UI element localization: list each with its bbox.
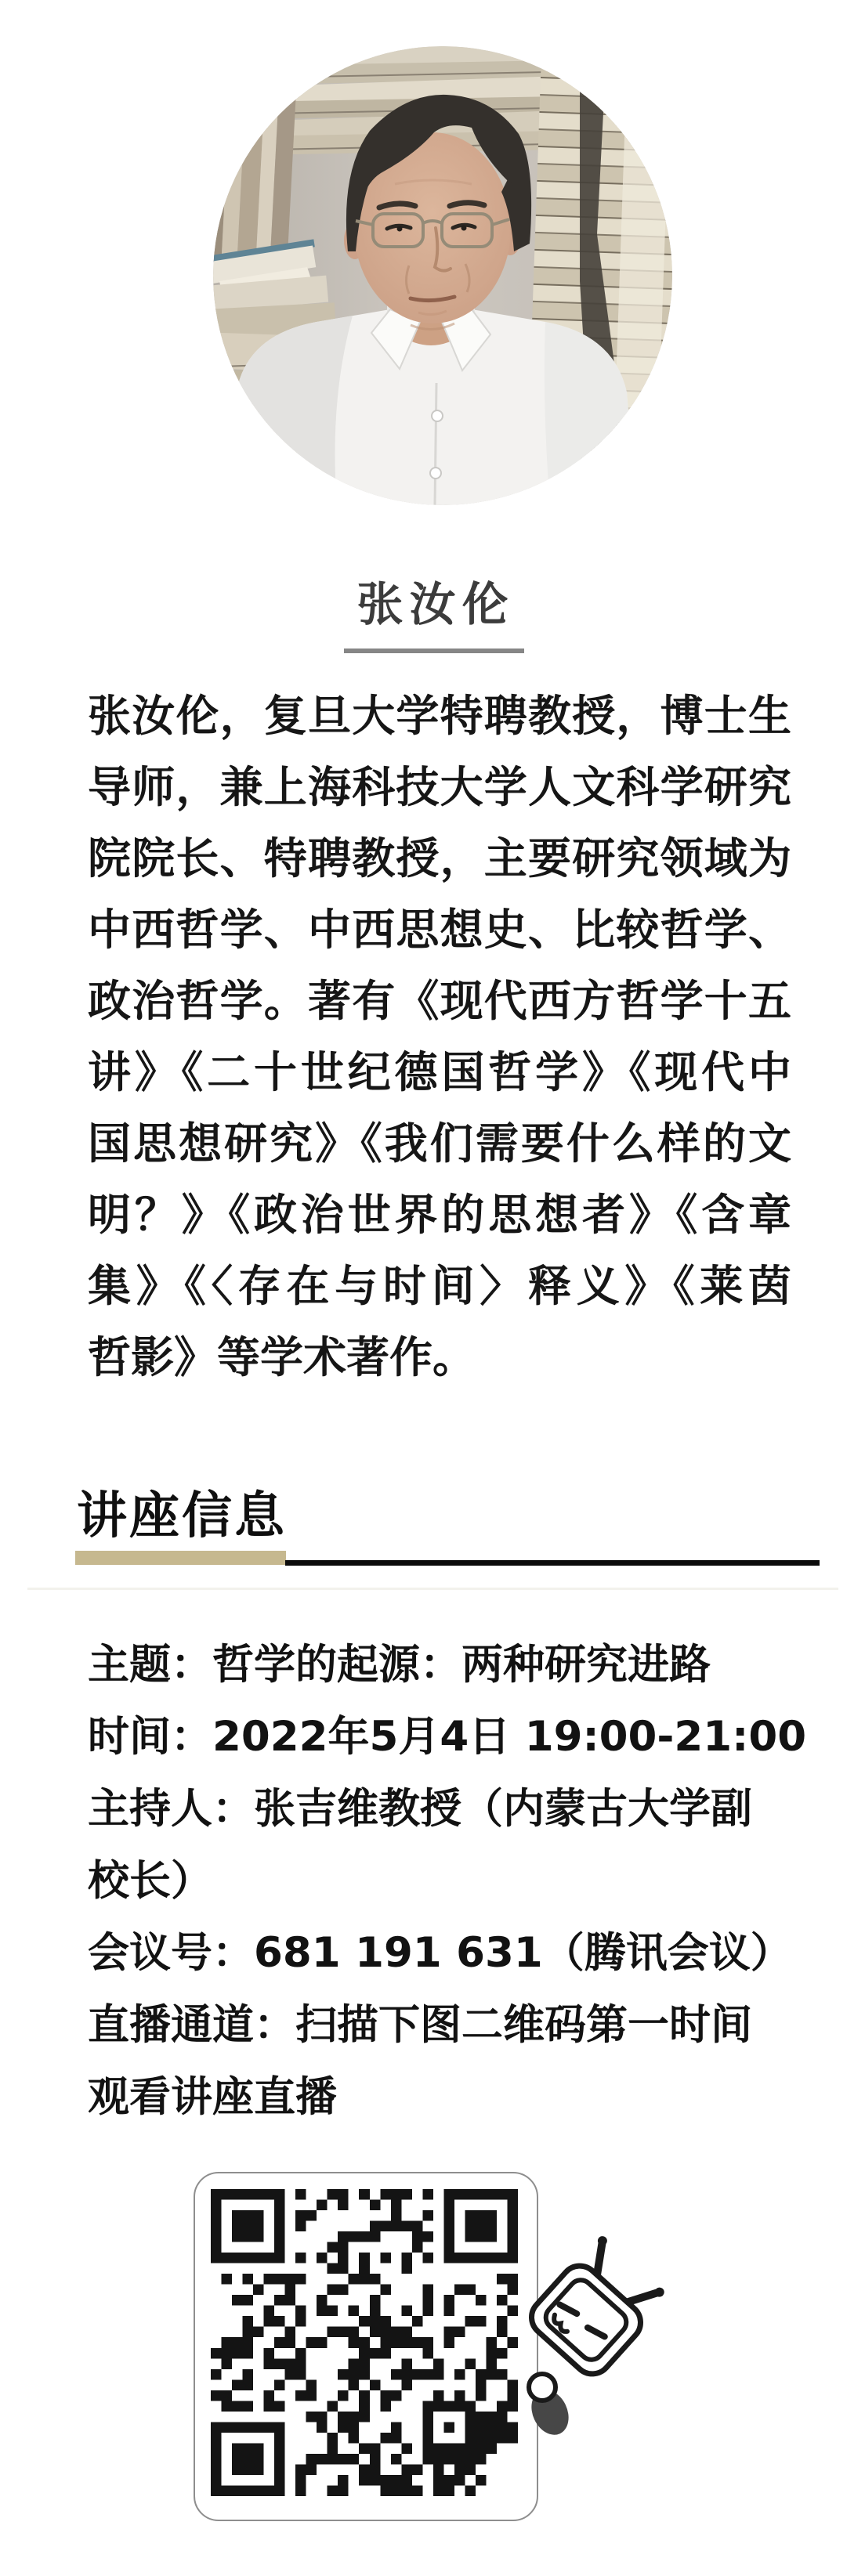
bio-line: 讲》《二十世纪德国哲学》《现代中 xyxy=(88,1047,791,1097)
section-rule xyxy=(285,1560,820,1566)
section-accent-bar xyxy=(75,1551,286,1565)
bio-line: 政治哲学。著有《现代西方哲学十五 xyxy=(88,976,791,1026)
lecture-info xyxy=(88,1629,832,2133)
info-line-topic: 主题：哲学的起源：两种研究进路 xyxy=(88,1641,711,1689)
speaker-portrait-illustration xyxy=(213,46,672,505)
speaker-photo xyxy=(213,46,672,505)
info-line-host-cont: 校长） xyxy=(88,1857,212,1905)
bio-line: 院院长、特聘教授，主要研究领域为 xyxy=(88,833,791,883)
bio-line: 中西哲学、中西思想史、比较哲学、 xyxy=(88,905,791,955)
bio-line: 明？》《政治世界的思想者》《含章 xyxy=(88,1190,791,1240)
info-line-host: 主持人：张吉维教授（内蒙古大学副 xyxy=(88,1785,752,1833)
bio-line: 国思想研究》《我们需要什么样的文 xyxy=(88,1118,791,1169)
info-line-time: 时间：2022年5月4日 19:00-21:00 xyxy=(88,1713,807,1761)
speaker-bio xyxy=(88,681,791,1393)
info-line-stream-cont: 观看讲座直播 xyxy=(88,2073,337,2121)
bio-line: 张汝伦，复旦大学特聘教授，博士生 xyxy=(88,691,791,741)
bio-line: 哲影》等学术著作。 xyxy=(88,1332,476,1382)
tv-mascot-icon xyxy=(469,2226,704,2453)
section-title: 讲座信息 xyxy=(77,1487,287,1545)
name-underline xyxy=(344,649,524,653)
bio-line: 导师，兼上海科技大学人文科学研究 xyxy=(88,762,791,812)
info-line-stream: 直播通道：扫描下图二维码第一时间 xyxy=(88,2001,752,2049)
bio-line: 集》《〈存在与时间〉释义》《莱茵 xyxy=(88,1261,791,1311)
info-line-meeting-id: 会议号：681 191 631（腾讯会议） xyxy=(88,1929,792,1977)
faint-divider xyxy=(27,1588,838,1590)
speaker-name: 张汝伦 xyxy=(356,577,515,631)
